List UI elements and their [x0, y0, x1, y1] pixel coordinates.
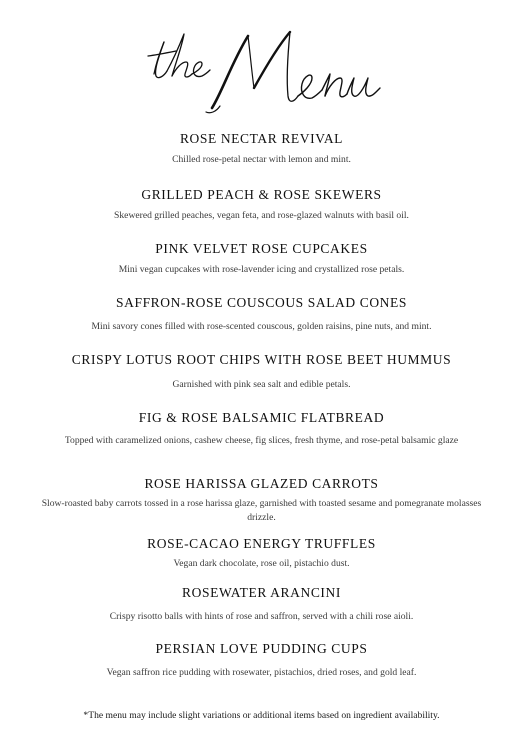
- menu-item: [40, 352, 483, 392]
- menu-item-description: Topped with caramelized onions, cashew cheese, fig slices, fresh thyme, and rose-petal balsamic glaze: [64, 435, 459, 446]
- menu-item: [40, 476, 483, 525]
- availability-footnote: *The menu may include slight variations or additional items based on ingredient availability.: [83, 710, 440, 721]
- menu-item: [40, 295, 483, 334]
- menu-item-name: CRISPY LOTUS ROOT CHIPS WITH ROSE BEET HUMMUS: [71, 352, 452, 367]
- menu-item-description: Vegan saffron rice pudding with rosewater, pistachios, dried roses, and gold leaf.: [106, 667, 417, 678]
- menu-item: [40, 536, 483, 571]
- menu-item: [40, 410, 483, 448]
- menu-item-description: Slow-roasted baby carrots tossed in a rose harissa glaze, garnished with toasted sesame and pomegranate molasses drizzle.: [41, 498, 482, 523]
- menu-item-name: ROSE-CACAO ENERGY TRUFFLES: [147, 536, 376, 551]
- menu-item-name: PERSIAN LOVE PUDDING CUPS: [155, 641, 368, 656]
- menu-item-description: Mini savory cones filled with rose-scented couscous, golden raisins, pine nuts, and mint.: [91, 321, 432, 332]
- menu-item-description: Crispy risotto balls with hints of rose and saffron, served with a chili rose aioli.: [109, 611, 414, 622]
- menu-item: [40, 131, 483, 167]
- menu-item-name: ROSE HARISSA GLAZED CARROTS: [144, 476, 379, 491]
- menu-item-description: Skewered grilled peaches, vegan feta, and rose-glazed walnuts with basil oil.: [114, 210, 409, 221]
- menu-item-description: Garnished with pink sea salt and edible petals.: [172, 379, 351, 390]
- menu-item-name: GRILLED PEACH & ROSE SKEWERS: [141, 187, 382, 202]
- menu-item-name: FIG & ROSE BALSAMIC FLATBREAD: [138, 410, 385, 425]
- menu-title: [0, 22, 523, 122]
- menu-item: [40, 641, 483, 680]
- menu-item-description: Chilled rose-petal nectar with lemon and mint.: [172, 154, 351, 165]
- menu-item-name: PINK VELVET ROSE CUPCAKES: [155, 241, 368, 256]
- menu-item-description: Vegan dark chocolate, rose oil, pistachio dust.: [173, 558, 350, 569]
- menu-item-name: ROSE NECTAR REVIVAL: [179, 131, 344, 146]
- menu-item: [40, 241, 483, 277]
- menu-item: [40, 187, 483, 223]
- menu-item-description: Mini vegan cupcakes with rose-lavender icing and crystallized rose petals.: [118, 264, 405, 275]
- menu-title-script: [140, 22, 390, 122]
- menu-item-name: ROSEWATER ARANCINI: [182, 585, 341, 600]
- menu-item: [40, 585, 483, 624]
- menu-item-name: SAFFRON-ROSE COUSCOUS SALAD CONES: [116, 295, 407, 310]
